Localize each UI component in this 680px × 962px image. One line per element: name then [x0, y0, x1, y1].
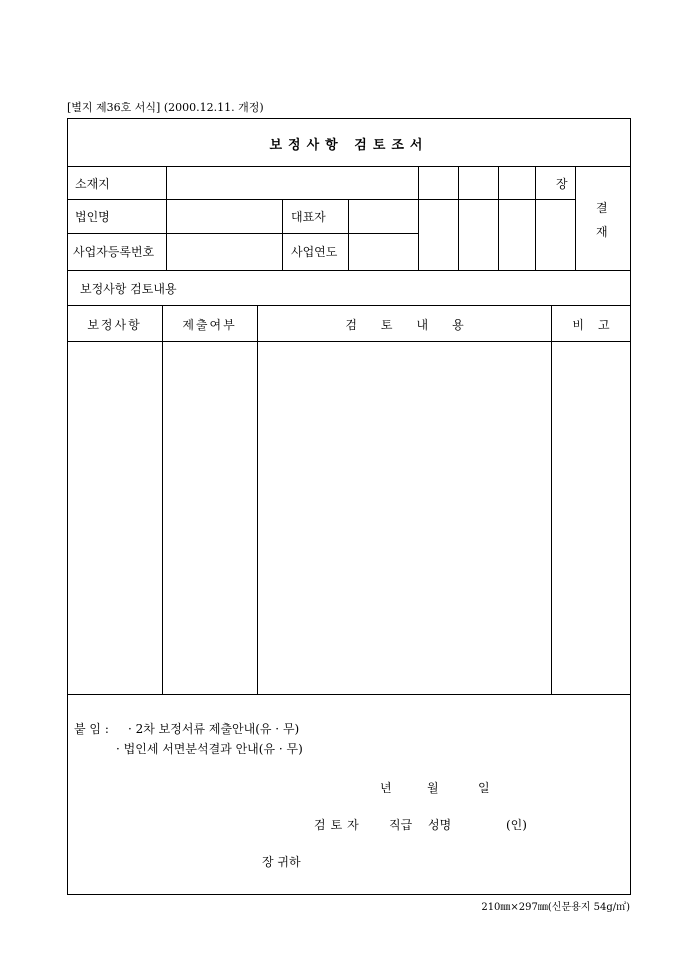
- location-field[interactable]: [167, 167, 417, 198]
- review-content-cell[interactable]: [258, 342, 550, 693]
- location-label: 소재지: [75, 177, 110, 191]
- approval-label: 결재: [596, 201, 608, 239]
- director-label: 장: [556, 177, 568, 191]
- date-year: 년: [380, 781, 392, 795]
- review-section-label: 보정사항 검토내용: [80, 282, 177, 296]
- date-day: 일: [478, 781, 490, 795]
- form-title: 보정사항 검토조서: [269, 138, 429, 153]
- reg-no-label: 사업자등록번호: [73, 245, 155, 259]
- seal-label: (인): [506, 818, 527, 832]
- fiscal-year-label: 사업연도: [291, 245, 338, 259]
- date-month: 월: [427, 781, 439, 795]
- attach-label: 붙 임 :: [74, 722, 109, 736]
- form-label: [별지 제36호 서식] (2000.12.11. 개정): [67, 101, 264, 114]
- rep-field[interactable]: [349, 200, 417, 232]
- col-header-submitted: 제출여부: [182, 318, 237, 332]
- review-item-cell[interactable]: [68, 342, 161, 693]
- name-label: 성명: [428, 818, 452, 832]
- corp-name-label: 법인명: [75, 210, 110, 224]
- attach-item: · 법인세 서면분석결과 안내(유 · 무): [116, 742, 303, 756]
- rank-label: 직급: [389, 818, 413, 832]
- review-remarks-cell[interactable]: [552, 342, 630, 693]
- attach-item: · 2차 보정서류 제출안내(유 · 무): [128, 722, 300, 736]
- fiscal-year-field[interactable]: [349, 234, 417, 269]
- col-header-remarks: 비고: [572, 318, 624, 332]
- col-header-item: 보정사항: [87, 318, 142, 332]
- corp-name-field[interactable]: [167, 200, 281, 232]
- reg-no-field[interactable]: [167, 234, 281, 269]
- reviewer-label: 검토자: [314, 818, 364, 832]
- paper-spec: 210㎜×297㎜(신문용지 54g/㎡): [481, 902, 630, 913]
- addressee: 장 귀하: [262, 855, 301, 869]
- col-header-content: 검토내용: [345, 318, 488, 332]
- rep-label: 대표자: [291, 210, 326, 224]
- review-submitted-cell[interactable]: [163, 342, 256, 693]
